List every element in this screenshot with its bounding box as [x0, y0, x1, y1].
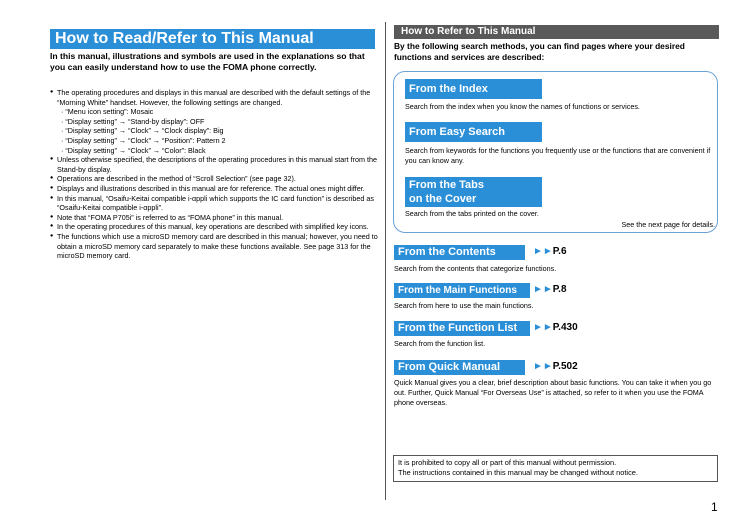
bullet-item: ● Displays and illustrations described in this manual are for reference. The actual ones might differ.: [50, 184, 380, 194]
notes-list: [50, 88, 380, 261]
from-function-list-label: From the Function List: [394, 321, 530, 336]
setting-sub-item: · “Display setting” → “Stand-by display”: OFF: [61, 116, 205, 126]
page-ref-number: P.6: [552, 246, 567, 257]
bullet-item: ● Note that “FOMA P705i” is referred to as “FOMA phone” in this manual.: [50, 213, 380, 223]
from-contents-label: From the Contents: [394, 245, 525, 260]
from-function-list-desc: Search from the function list.: [394, 339, 486, 348]
from-index-label: From the Index: [405, 79, 542, 99]
section-subheading: By the following search methods, you can find pages where your desired functions and services are described:: [394, 41, 685, 62]
arrow-right-icon: ►►: [533, 361, 553, 372]
setting-sub-item: · “Display setting” → “Clock” → “Position”: Pattern 2: [61, 135, 226, 145]
section-heading: How to Refer to This Manual: [394, 25, 719, 39]
setting-sub-item: · “Display setting” → “Clock” → “Clock display”: Big: [61, 126, 224, 136]
page-ref-number: P.8: [552, 284, 567, 295]
bullet-item: ● Unless otherwise specified, the descriptions of the operating procedures in this manual start from the Stand-by display.: [50, 155, 380, 174]
from-quick-manual-page-ref: [533, 361, 578, 372]
from-function-list-page-ref: [533, 322, 578, 333]
see-next-page-note: See the next page for details.: [621, 220, 715, 229]
from-main-functions-label: From the Main Functions: [394, 283, 530, 298]
intro-text: In this manual, illustrations and symbols are used in the explanations so that you can easily understand how to use the FOMA phone correctly.: [50, 51, 365, 72]
page-ref-number: P.430: [552, 322, 578, 333]
bullet-item: ● In this manual, “Osaifu-Keitai compatible i-αppli which supports the IC card function” is described as “Osaifu-Keitai compatible i-αppli”.: [50, 194, 380, 213]
from-quick-manual-desc: Quick Manual gives you a clear, brief description about basic functions. You can take it when you go out. Further, Quick Manual “For Overseas Use” is attached, so refer to it when you use the FOMA phone overseas.: [394, 378, 712, 407]
bullet-item: ● The operating procedures and displays in this manual are described with the default settings of the “Morning White” handset. However, the following settings are changed.: [50, 88, 380, 107]
from-contents-page-ref: [533, 246, 567, 257]
from-tabs-label: [405, 177, 542, 207]
bullet-item: ● In the operating procedures of this manual, key operations are described with simplified key icons.: [50, 222, 380, 232]
from-contents-desc: Search from the contents that categorize functions.: [394, 264, 557, 273]
from-main-functions-desc: Search from here to use the main functions.: [394, 301, 534, 310]
column-divider: [385, 22, 386, 500]
from-main-functions-page-ref: [533, 284, 567, 295]
setting-sub-item: · “Display setting” → “Clock” → “Color”: Black: [61, 145, 206, 155]
page-ref-number: P.502: [552, 361, 578, 372]
copyright-notice-line1: It is prohibited to copy all or part of this manual without permission.: [398, 458, 617, 467]
from-tabs-desc: Search from the tabs printed on the cover.: [405, 209, 539, 218]
from-index-desc: Search from the index when you know the names of functions or services.: [405, 102, 640, 111]
copyright-notice-line2: The instructions contained in this manual may be changed without notice.: [398, 468, 638, 477]
bullet-item: ● The functions which use a microSD memory card are described in this manual; however, you need to obtain a microSD memory card separately to make these functions available. See page 313 for the microSD memory card.: [50, 232, 380, 261]
arrow-right-icon: ►►: [533, 284, 553, 295]
from-easy-search-label: From Easy Search: [405, 122, 542, 142]
arrow-right-icon: ►►: [533, 322, 553, 333]
from-tabs-label-line1: From the Tabs: [409, 179, 484, 191]
copyright-notice-box: [393, 455, 718, 482]
page-title: How to Read/Refer to This Manual: [50, 29, 375, 49]
from-tabs-label-line2: on the Cover: [409, 193, 477, 205]
bullet-item: ● Operations are described in the method of “Scroll Selection” (see page 32).: [50, 174, 380, 184]
setting-sub-item: · “Menu icon setting”: Mosaic: [61, 107, 154, 117]
page-number: 1: [711, 500, 718, 514]
arrow-right-icon: ►►: [533, 246, 553, 257]
from-easy-search-desc: Search from keywords for the functions you frequently use or the functions that are convenient if you can know any.: [405, 146, 711, 165]
from-quick-manual-label: From Quick Manual: [394, 360, 525, 375]
